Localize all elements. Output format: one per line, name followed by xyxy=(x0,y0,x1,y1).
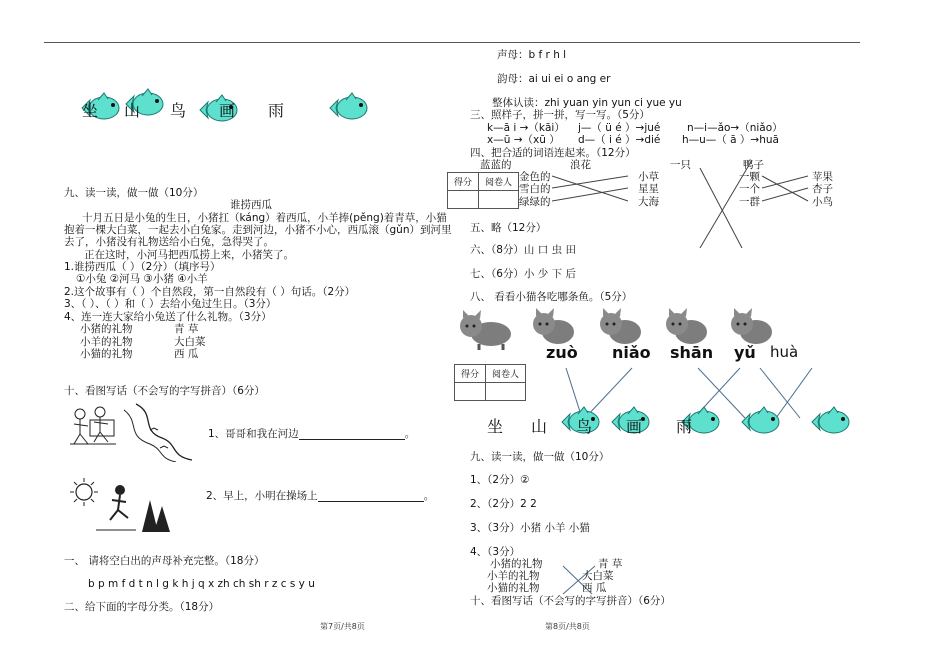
match-line xyxy=(700,160,752,248)
gift-owner: 小猪的礼物 xyxy=(490,558,543,570)
gift-owner: 小羊的礼物 xyxy=(487,570,540,582)
top-word: 浪花 xyxy=(570,159,591,171)
question-3: 3、（ ）、（ ）和（ ）去给小兔过生日。（3分） xyxy=(64,298,277,310)
letter-list: b p m f d t n l g k h j q x zh ch sh r z c s y u xyxy=(88,578,315,590)
cat-pinyin: niǎo xyxy=(612,343,651,362)
story-line: 去了，小猪没有礼物送给小白兔，急得哭了。 xyxy=(64,236,274,248)
match-line xyxy=(552,188,628,201)
match-line xyxy=(552,176,628,201)
fish-char: 坐 xyxy=(82,101,99,120)
fish-char: 画 xyxy=(626,417,643,436)
pinyin-item: j—（ ü é ）→jué xyxy=(578,122,661,134)
gift-item: 大白菜 xyxy=(174,336,206,348)
q-one-title: 一、 请将空白出的声母补充完整。（18分） xyxy=(64,555,265,567)
question-4: 4、连一连大家给小兔送了什么礼物。（3分） xyxy=(64,311,272,323)
cat-pinyin: yǔ xyxy=(734,343,756,362)
page-footer: 第7页/共8页 xyxy=(320,622,365,631)
gift-item: 青 草 xyxy=(174,323,199,335)
answer-6: 六、（8分）山 口 虫 田 xyxy=(470,244,576,256)
word-a: 金色的 xyxy=(519,171,551,183)
q10-title: 十、看图写话（不会写的字写拼音）（6分） xyxy=(64,385,265,397)
yunmu: 韵母：ai ui ei o ang er xyxy=(497,73,611,85)
q4-title: 四、把合适的词语连起来。（12分） xyxy=(470,147,636,159)
fish-char: 鸟 xyxy=(170,101,187,120)
match-line xyxy=(762,176,808,201)
gift-item: 青 草 xyxy=(598,558,623,570)
gift-item: 大白菜 xyxy=(582,570,614,582)
pinyin-item: n—i—ǎo→（niǎo） xyxy=(687,122,783,134)
word-c: 一个 xyxy=(739,183,760,195)
pinyin-item: d—（ i é ）→dié xyxy=(578,134,661,146)
story-line: 抱着一棵大白菜，一起去小白兔家。走到河边，小猪不小心，西瓜滚（gǔn）到河里 xyxy=(64,224,452,236)
word-c: 一颗 xyxy=(739,171,760,183)
grader-cell[interactable] xyxy=(486,383,526,401)
answer-9-3: 3、（3分）小猪 小羊 小猫 xyxy=(470,522,590,534)
fish-char: 山 xyxy=(124,101,141,120)
score-cell[interactable] xyxy=(455,383,486,401)
story-line: 正在这时，小河马把西瓜捞上来，小猪笑了。 xyxy=(84,249,294,261)
match-line xyxy=(552,176,628,188)
cat-icon xyxy=(528,306,578,348)
sentence-1-text: 1、哥哥和我在河边 xyxy=(208,428,299,440)
cat-pinyin: shān xyxy=(670,343,714,362)
cat-icon xyxy=(455,308,515,350)
fish-char: 坐 xyxy=(487,417,504,436)
sentence-2-text: 2、早上，小明在操场上 xyxy=(206,490,318,502)
word-a: 雪白的 xyxy=(519,183,551,195)
fish-char: 雨 xyxy=(268,101,285,120)
cat-icon xyxy=(595,306,645,348)
q9-title: 九、读一读，做一做（10分） xyxy=(64,187,204,199)
top-word: 一只 xyxy=(670,159,691,171)
answer-9-1: 1、（2分）② xyxy=(470,474,530,486)
score-header: 得分 xyxy=(455,365,486,383)
question-1-options: ①小兔 ②河马 ③小猪 ④小羊 xyxy=(76,273,208,285)
page-footer: 第8页/共8页 xyxy=(545,622,590,631)
gift-owner: 小猫的礼物 xyxy=(80,348,133,360)
q8-title: 八、 看看小猫各吃哪条鱼。（5分） xyxy=(470,291,633,303)
word-b: 大海 xyxy=(638,196,659,208)
cat-icon xyxy=(726,306,776,348)
word-d: 小鸟 xyxy=(812,196,833,208)
grader-header: 阅卷人 xyxy=(486,365,526,383)
sentence-2: 2、早上，小明在操场上 。 xyxy=(206,490,435,502)
sentence-1: 1、哥哥和我在河边 。 xyxy=(208,428,416,440)
word-b: 小草 xyxy=(638,171,659,183)
score-header: 得分 xyxy=(448,173,479,191)
word-d: 杏子 xyxy=(812,183,833,195)
zhengti: 整体认读：zhi yuan yin yun ci yue yu xyxy=(492,97,682,109)
story-line: 十月五日是小兔的生日，小猪扛（káng）着西瓜，小羊捧(pěng)着青草，小猫 xyxy=(82,212,447,224)
story-title: 谁捞西瓜 xyxy=(230,199,272,211)
match-line xyxy=(700,168,742,248)
cat-pinyin: zuò xyxy=(546,343,578,362)
gift-owner: 小羊的礼物 xyxy=(80,336,133,348)
fish-char: 鸟 xyxy=(576,417,593,436)
fish-char: 雨 xyxy=(676,417,693,436)
a10-title: 十、看图写话（不会写的字写拼音）（6分） xyxy=(470,595,671,607)
fish-icon xyxy=(740,406,782,440)
gift-item: 西 瓜 xyxy=(582,582,607,594)
answer-5: 五、略（12分） xyxy=(470,222,547,234)
word-b: 星星 xyxy=(638,183,659,195)
word-a: 绿绿的 xyxy=(519,196,551,208)
gift-item: 西 瓜 xyxy=(174,348,199,360)
pinyin-item: h—u—（ ā ）→huā xyxy=(682,134,779,146)
word-d: 苹果 xyxy=(812,171,833,183)
pinyin-item: x—ū →（xū ） xyxy=(487,134,560,146)
word-c: 一群 xyxy=(739,196,760,208)
question-1: 1.谁捞西瓜（ ）（2分）（填序号） xyxy=(64,261,221,273)
gift-owner: 小猫的礼物 xyxy=(487,582,540,594)
cat-icon xyxy=(661,306,711,348)
grader-header: 阅卷人 xyxy=(479,173,519,191)
cat-pinyin: huà xyxy=(770,343,799,361)
top-word: 蓝蓝的 xyxy=(480,159,512,171)
answer-9-4: 4、（3分） xyxy=(470,546,521,558)
fish-icon xyxy=(810,406,852,440)
q-two-title: 二、给下面的字母分类。（18分） xyxy=(64,601,220,613)
answer-9-2: 2、（2分）2 2 xyxy=(470,498,537,510)
match-line xyxy=(762,188,808,201)
top-word: 鸭子 xyxy=(743,159,764,171)
score-table xyxy=(454,364,526,401)
question-2: 2.这个故事有（ ）个自然段，第一自然段有（ ）句话。（2分） xyxy=(64,286,356,298)
match-line xyxy=(762,176,808,188)
fish-char: 山 xyxy=(531,417,548,436)
answer-7: 七、（6分）小 少 下 后 xyxy=(470,268,576,280)
pinyin-item: k—ā i →（kāi） xyxy=(487,122,565,134)
fish-char: 画 xyxy=(219,101,236,120)
q3-title: 三、照样子，拼一拼，写一写。（5分） xyxy=(470,109,650,121)
shengmu: 声母：b f r h l xyxy=(497,49,567,61)
gift-owner: 小猪的礼物 xyxy=(80,323,133,335)
a9-title: 九、读一读，做一做（10分） xyxy=(470,451,610,463)
